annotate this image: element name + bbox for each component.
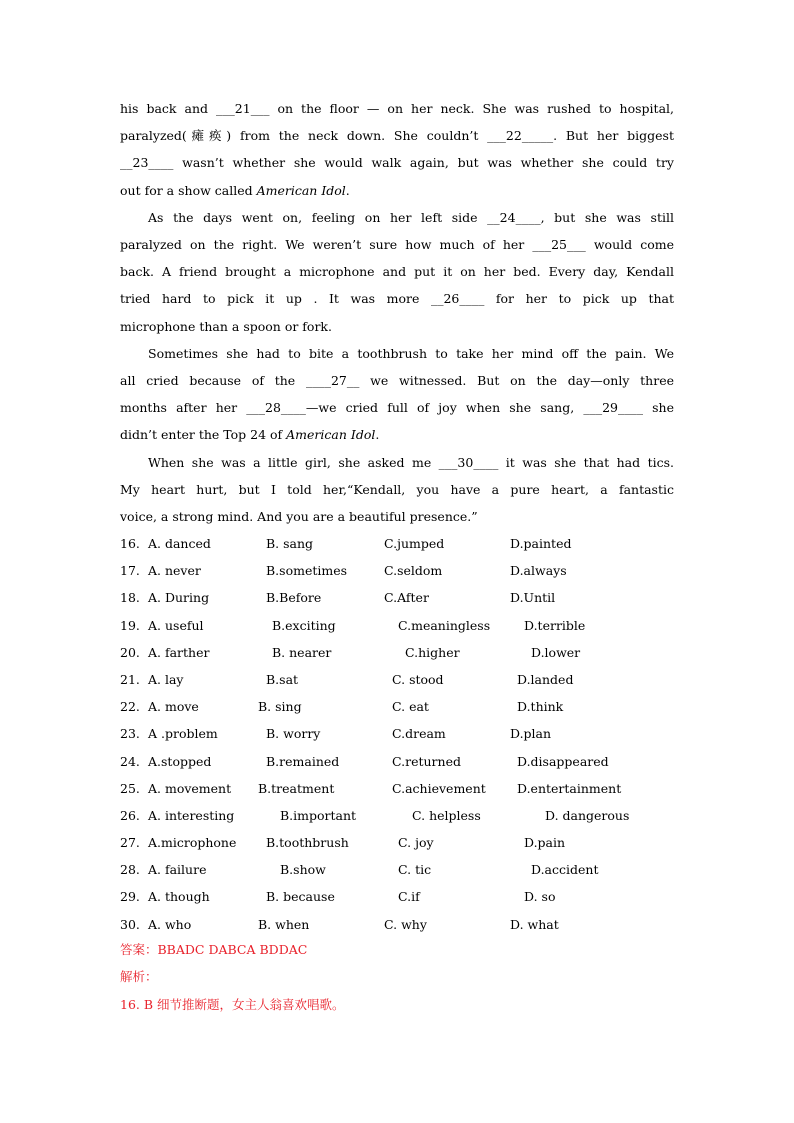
option-c: C.After: [384, 590, 429, 606]
option-c: C.jumped: [384, 536, 445, 551]
option-b: B.remained: [266, 753, 340, 769]
option-d: D.disappeared: [517, 753, 609, 769]
answer-line: 答案：BBADC DABCA BDDAC: [120, 942, 308, 957]
option-a: A.stopped: [148, 753, 212, 769]
paragraph-4-end: [120, 503, 674, 530]
question-number: 23.: [120, 726, 140, 742]
question-row: [120, 584, 720, 611]
option-a: A. During: [148, 590, 210, 606]
option-a: A. move: [148, 699, 199, 715]
option-c: C. tic: [398, 862, 432, 878]
question-number: 25.: [120, 780, 140, 796]
passage-line: out for a show called: [120, 182, 257, 198]
passage-line: paralyzed on the right. We weren’t sure how much of her ___25___ would come: [120, 237, 674, 253]
option-a: A. failure: [148, 862, 207, 878]
option-a: A. movement: [148, 780, 232, 796]
paragraph-3-end: [120, 421, 674, 448]
option-b: B. because: [266, 889, 335, 905]
option-c: C.higher: [405, 644, 460, 660]
option-a: A. danced: [148, 536, 211, 551]
question-number: 17.: [120, 563, 140, 579]
question-number: 28.: [120, 862, 140, 878]
paragraph-1: [120, 95, 674, 177]
option-b: B.show: [280, 862, 326, 878]
question-row: [120, 802, 720, 829]
option-d: D.accident: [531, 862, 599, 878]
passage-line: voice, a strong mind. And you are a beautiful presence.”: [120, 509, 478, 525]
passage-line: .: [345, 182, 350, 198]
question-number: 24.: [120, 753, 140, 769]
passage-line: didn’t enter the Top 24 of: [120, 427, 287, 443]
option-c: C.returned: [392, 753, 461, 769]
option-c: C. stood: [392, 671, 444, 687]
passage-line: As the days went on, feeling on her left side __24____, but she was still: [148, 209, 674, 225]
question-options-list: [120, 530, 720, 938]
paragraph-2-end: [120, 313, 674, 340]
question-row: [120, 666, 720, 693]
question-row: [120, 530, 720, 557]
passage-line: all cried because of the ____27__ we witnessed. But on the day—only three: [120, 373, 674, 389]
option-c: C.meaningless: [398, 617, 491, 633]
question-number: 29.: [120, 889, 140, 905]
option-a: A. though: [148, 889, 210, 905]
option-a: A. lay: [148, 671, 184, 687]
option-c: C. why: [384, 916, 427, 932]
question-number: 21.: [120, 671, 140, 687]
passage-line: paralyzed(瘫痪) from the neck down. She couldn’t ___22_____. But her biggest: [120, 128, 674, 144]
option-a: A. useful: [148, 617, 204, 633]
option-b: B.toothbrush: [266, 835, 349, 851]
question-number: 27.: [120, 835, 140, 851]
passage-line: When she was a little girl, she asked me ___30____ it was she that had tics.: [148, 454, 674, 470]
passage-line: his back and ___21___ on the floor — on her neck. She was rushed to hospital,: [120, 101, 674, 116]
analysis-label: 解析：: [120, 969, 158, 984]
question-number: 16.: [120, 536, 140, 551]
question-number: 22.: [120, 699, 140, 715]
question-row: [120, 748, 720, 775]
option-c: C.if: [398, 889, 420, 905]
passage-line: Sometimes she had to bite a toothbrush to take her mind off the pain. We: [148, 345, 674, 361]
option-b: B. sing: [258, 699, 302, 715]
option-a: A .problem: [148, 726, 218, 742]
question-row: [120, 911, 720, 938]
show-title: American Idol: [256, 182, 346, 198]
question-row: [120, 775, 720, 802]
reading-passage: [120, 95, 674, 530]
option-d: D.plan: [510, 726, 552, 742]
paragraph-4: [120, 449, 674, 503]
passage-line: My heart hurt, but I told her,“Kendall, you have a pure heart, a fantastic: [120, 481, 674, 497]
passage-line: months after her ___28____—we cried full of joy when she sang, ___29____ she: [120, 400, 674, 416]
option-c: C. eat: [392, 699, 429, 715]
question-row: [120, 693, 720, 720]
question-row: [120, 612, 720, 639]
passage-line: .: [375, 427, 380, 443]
option-b: B. worry: [266, 726, 321, 742]
option-c: C.dream: [392, 726, 446, 742]
option-d: D.terrible: [524, 617, 586, 633]
option-b: B.sometimes: [266, 563, 348, 579]
question-number: 26.: [120, 807, 140, 823]
option-c: C. joy: [398, 835, 434, 851]
option-d: D.pain: [524, 835, 566, 851]
option-b: B.treatment: [258, 780, 335, 796]
question-row: [120, 720, 720, 747]
paragraph-1-end: [120, 177, 674, 204]
passage-line: __23____ wasn’t whether she would walk again, but was whether she could try: [120, 155, 674, 171]
option-d: D.Until: [510, 590, 556, 606]
option-b: B. sang: [266, 536, 314, 551]
question-number: 19.: [120, 617, 140, 633]
passage-line: microphone than a spoon or fork.: [120, 318, 332, 334]
show-title: American Idol: [286, 427, 376, 443]
question-row: [120, 856, 720, 883]
question-row: [120, 639, 720, 666]
option-c: C.seldom: [384, 563, 443, 579]
option-a: A. never: [148, 563, 201, 579]
question-number: 20.: [120, 644, 140, 660]
paragraph-2: [120, 204, 674, 313]
option-c: C. helpless: [412, 807, 481, 823]
option-d: D.always: [510, 563, 567, 579]
option-b: B. nearer: [272, 644, 332, 660]
option-d: D.landed: [517, 671, 574, 687]
option-b: B.important: [280, 807, 357, 823]
option-d: D.painted: [510, 536, 572, 551]
question-row: [120, 883, 720, 910]
question-row: [120, 557, 720, 584]
option-a: A. who: [148, 916, 192, 932]
option-d: D. dangerous: [545, 807, 630, 823]
option-a: A.microphone: [148, 835, 237, 851]
analysis-16: 16. B 细节推断题，女主人翁喜欢唱歌。: [120, 997, 345, 1012]
option-a: A. interesting: [148, 807, 235, 823]
question-number: 30.: [120, 916, 140, 932]
option-b: B.Before: [266, 590, 322, 606]
option-d: D. what: [510, 916, 559, 932]
option-d: D.think: [517, 699, 564, 715]
option-b: B.sat: [266, 671, 299, 687]
paragraph-3: [120, 340, 674, 422]
option-d: D.entertainment: [517, 780, 622, 796]
passage-line: back. A friend brought a microphone and put it on her bed. Every day, Kendall: [120, 264, 674, 280]
option-a: A. farther: [148, 644, 210, 660]
passage-line: tried hard to pick it up . It was more __26____ for her to pick up that: [120, 291, 674, 307]
option-d: D.lower: [531, 644, 581, 660]
option-c: C.achievement: [392, 780, 486, 796]
option-b: B. when: [258, 916, 310, 932]
option-b: B.exciting: [272, 617, 336, 633]
option-d: D. so: [524, 889, 556, 905]
question-row: [120, 829, 720, 856]
question-number: 18.: [120, 590, 140, 606]
